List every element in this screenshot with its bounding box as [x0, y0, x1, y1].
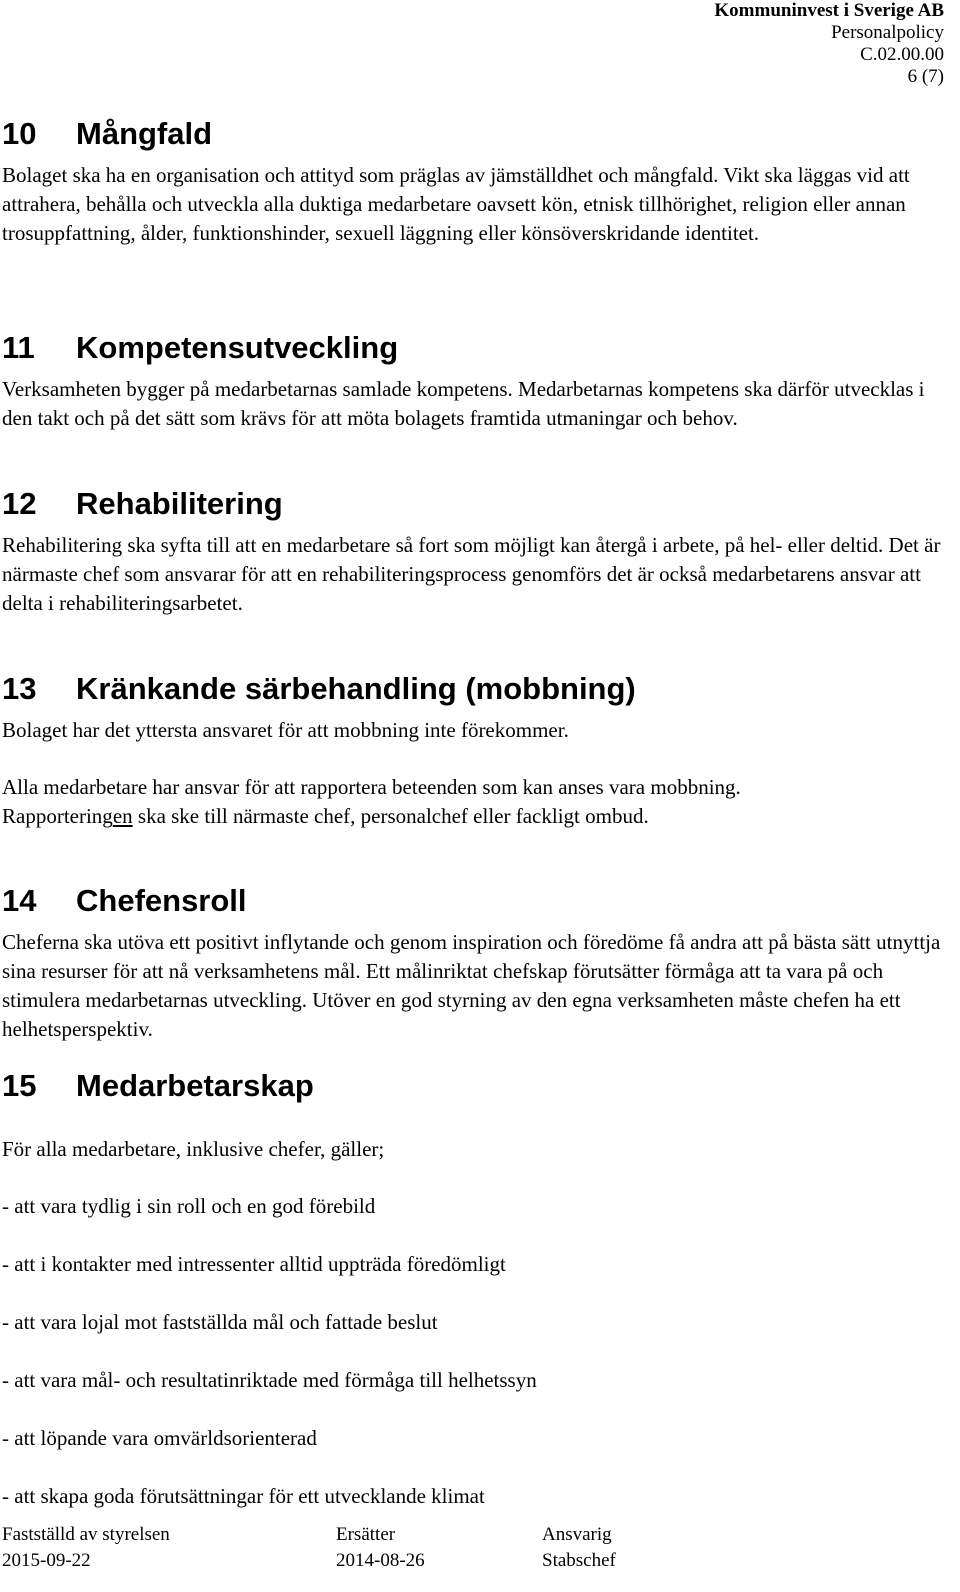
- footer-approved-date: 2015-09-22: [2, 1550, 91, 1571]
- footer-replaces-date: 2014-08-26: [336, 1550, 425, 1571]
- footer-approved-label: Fastställd av styrelsen: [2, 1524, 170, 1545]
- footer-responsible-value: Stabschef: [542, 1550, 616, 1571]
- document-name: Personalpolicy: [831, 22, 944, 43]
- section-title: Kompetensutveckling: [76, 330, 399, 365]
- section-title: Medarbetarskap: [76, 1068, 314, 1103]
- section-15-intro: För alla medarbetare, inklusive chefer, gäller;: [2, 1137, 385, 1161]
- section-15-heading: [2, 1068, 314, 1104]
- footer-approved: [2, 1522, 170, 1574]
- section-number: 11: [2, 330, 35, 365]
- list-item: - att skapa goda förutsättningar för ett utvecklande klimat: [2, 1484, 485, 1508]
- list-item: - att vara mål- och resultatinriktade med förmåga till helhetssyn: [2, 1368, 537, 1392]
- list-item: - att vara lojal mot fastställda mål och fattade beslut: [2, 1310, 438, 1334]
- section-number: 15: [2, 1068, 37, 1103]
- section-13-body-2: [2, 773, 952, 831]
- page-number: 6 (7): [907, 66, 944, 87]
- section-13-body-2a: Alla medarbetare har ansvar för att rapportera beteenden som kan anses vara mobbning.: [2, 775, 741, 799]
- section-title: Kränkande särbehandling (mobbning): [76, 671, 636, 706]
- section-11-heading: [2, 330, 398, 366]
- footer-replaces-label: Ersätter: [336, 1524, 396, 1545]
- list-item: - att vara tydlig i sin roll och en god förebild: [2, 1194, 376, 1218]
- footer-responsible-label: Ansvarig: [542, 1524, 612, 1545]
- section-number: 10: [2, 116, 37, 151]
- section-14-heading: [2, 883, 247, 919]
- section-title: Mångfald: [76, 116, 213, 151]
- footer-replaces: [336, 1522, 425, 1574]
- section-number: 13: [2, 671, 37, 706]
- section-11-body: Verksamheten bygger på medarbetarnas samlade kompetens. Medarbetarnas kompetens ska därför utvecklas i den takt och på det sätt som krävs för att möta bolagets framtida utmaningar och behov.: [2, 377, 925, 430]
- section-13-heading: [2, 671, 636, 707]
- section-number: 14: [2, 883, 37, 918]
- company-name: Kommuninvest i Sverige AB: [714, 0, 944, 21]
- section-13-body-2b-end: ska ske till närmaste chef, personalchef eller fackligt ombud.: [132, 804, 649, 828]
- section-number: 12: [2, 486, 37, 521]
- footer-responsible: [542, 1522, 616, 1574]
- document-code: C.02.00.00: [860, 44, 944, 65]
- section-title: Chefensroll: [76, 883, 247, 918]
- section-13-body-2b-start: Rapportering: [2, 804, 113, 828]
- section-13-body-2b-underlined: en: [112, 804, 133, 828]
- section-14-body: Cheferna ska utöva ett positivt inflytande och genom inspiration och föredöme få andra att på bästa sätt utnyttja sina resurser för att nå verksamhetens mål. Ett målinriktat chefskap förutsätter förmåga att ta vara på och stimulera medarbetarnas utveckling. Utöver en god styrning av den egna verksamheten måste chefen ha ett helhetsperspektiv.: [2, 930, 941, 1041]
- section-12-heading: [2, 486, 283, 522]
- list-item: - att i kontakter med intressenter alltid uppträda föredömligt: [2, 1252, 506, 1276]
- page-header: [714, 0, 944, 88]
- list-item: - att löpande vara omvärldsorienterad: [2, 1426, 317, 1450]
- section-10-body: Bolaget ska ha en organisation och attityd som präglas av jämställdhet och mångfald. Vikt ska läggas vid att attrahera, behålla och utveckla alla duktiga medarbetare oavsett kön, etnisk tillhörighet, religion eller annan trosuppfattning, ålder, funktionshinder, sexuell läggning eller könsöverskridande identitet.: [2, 163, 910, 245]
- section-13-body-1: Bolaget har det yttersta ansvaret för att mobbning inte förekommer.: [2, 718, 569, 742]
- section-10-heading: [2, 116, 212, 152]
- section-title: Rehabilitering: [76, 486, 283, 521]
- section-12-body: Rehabilitering ska syfta till att en medarbetare så fort som möjligt kan återgå i arbete, på hel- eller deltid. Det är närmaste chef som ansvarar för att en rehabiliteringsprocess genomförs det är också medarbetarens ansvar att delta i rehabiliteringsarbetet.: [2, 533, 941, 615]
